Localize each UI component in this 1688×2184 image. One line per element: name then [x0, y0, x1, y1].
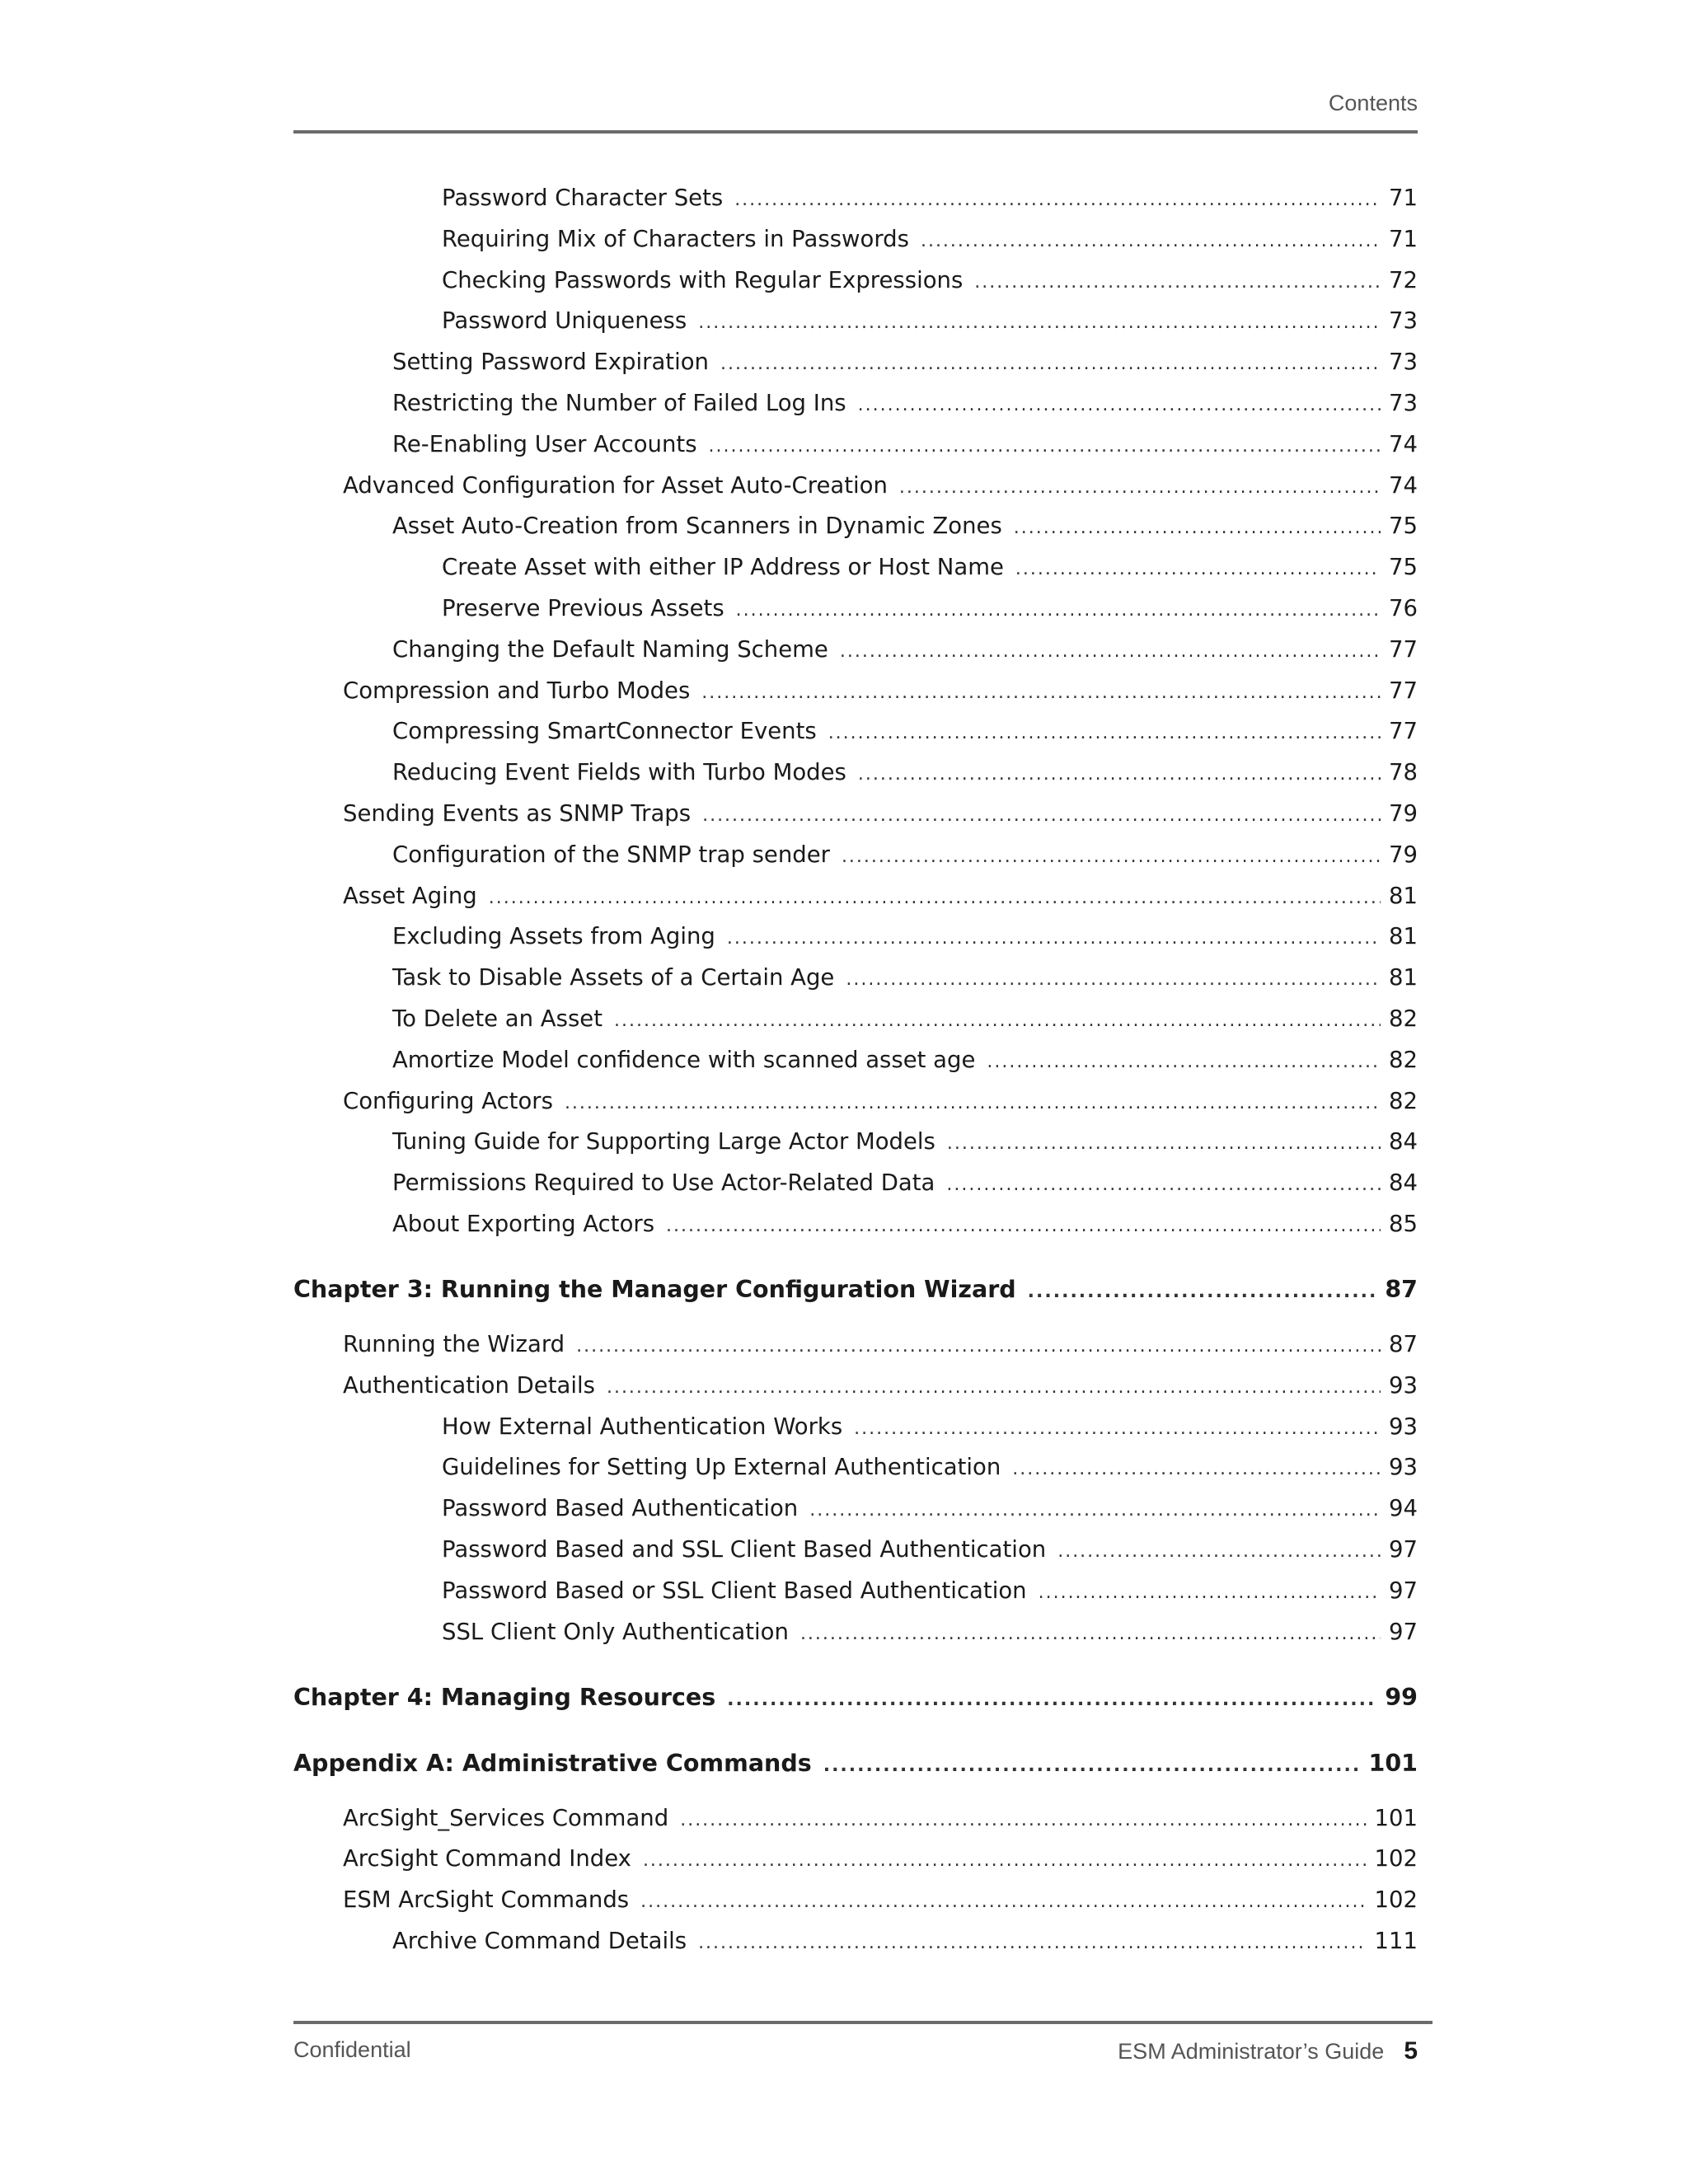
toc-entry-page: 72	[1389, 266, 1418, 293]
toc-entry-page: 84	[1389, 1169, 1418, 1197]
toc-entry-page: 97	[1389, 1618, 1418, 1645]
toc-entry-page: 75	[1389, 513, 1418, 540]
toc-leader-dots	[823, 1750, 1361, 1783]
toc-entry-title: To Delete an Asset	[392, 1002, 614, 1035]
toc-entry[interactable]	[343, 1328, 1418, 1361]
toc-entry-title: ESM ArcSight Commands	[343, 1883, 640, 1916]
toc-entry[interactable]	[343, 1802, 1418, 1835]
toc-entry[interactable]	[392, 1924, 1418, 1957]
toc-entry-title: Checking Passwords with Regular Expressions	[442, 264, 974, 297]
toc-entry[interactable]	[392, 1207, 1418, 1240]
toc-leader-dots	[899, 471, 1381, 504]
toc-entry-page: 79	[1389, 800, 1418, 827]
toc-entry[interactable]	[392, 345, 1418, 378]
toc-leader-dots	[1057, 1535, 1381, 1568]
toc-entry[interactable]	[343, 1085, 1418, 1118]
toc-entry[interactable]	[392, 1043, 1418, 1076]
toc-leader-dots	[698, 1927, 1366, 1960]
footer-guide-title	[1118, 2037, 1418, 2065]
toc-entry[interactable]	[343, 674, 1418, 707]
toc-entry[interactable]	[343, 1883, 1418, 1916]
toc-entry-title: Requiring Mix of Characters in Passwords	[442, 223, 921, 255]
toc-entry-title: Chapter 3: Running the Manager Configuration Wizard	[293, 1273, 1028, 1306]
toc-chapter-entry[interactable]	[293, 1747, 1418, 1780]
toc-entry-page: 82	[1389, 1087, 1418, 1114]
toc-entry-title: Task to Disable Assets of a Certain Age	[392, 961, 846, 994]
toc-entry-page: 77	[1389, 718, 1418, 745]
toc-entry-title: Changing the Default Naming Scheme	[392, 633, 840, 666]
toc-leader-dots	[727, 1684, 1376, 1717]
toc-entry[interactable]	[392, 509, 1418, 542]
toc-leader-dots	[614, 1005, 1381, 1038]
toc-leader-dots	[607, 1371, 1381, 1404]
toc-leader-dots	[858, 758, 1381, 791]
toc-entry-page: 97	[1389, 1577, 1418, 1604]
toc-leader-dots	[809, 1494, 1381, 1527]
toc-entry-page: 74	[1389, 471, 1418, 499]
toc-entry-title: About Exporting Actors	[392, 1207, 666, 1240]
toc-entry-page: 74	[1389, 430, 1418, 457]
toc-leader-dots	[736, 594, 1381, 627]
toc-leader-dots	[987, 1046, 1381, 1079]
toc-entry-title: Password Character Sets	[442, 181, 734, 214]
toc-entry-page: 71	[1389, 185, 1418, 211]
toc-entry-title: How External Authentication Works	[442, 1410, 854, 1443]
toc-entry-title: Restricting the Number of Failed Log Ins	[392, 387, 858, 419]
toc-entry-title: Asset Auto-Creation from Scanners in Dynamic Zones	[392, 509, 1014, 542]
toc-entry-page: 111	[1374, 1928, 1418, 1954]
toc-leader-dots	[846, 963, 1381, 996]
toc-entry-title: Tuning Guide for Supporting Large Actor Models	[392, 1125, 947, 1158]
toc-entry-page: 78	[1389, 759, 1418, 786]
toc-entry[interactable]	[392, 715, 1418, 748]
toc-entry-title: Chapter 4: Managing Resources	[293, 1681, 727, 1714]
toc-entry-page: 93	[1389, 1454, 1418, 1481]
toc-leader-dots	[947, 1127, 1381, 1160]
toc-entry[interactable]	[392, 961, 1418, 994]
toc-leader-dots	[1012, 1453, 1381, 1486]
toc-entry-page: 85	[1389, 1211, 1418, 1237]
toc-entry[interactable]	[343, 1842, 1418, 1875]
toc-entry-page: 102	[1374, 1845, 1418, 1872]
toc-entry-title: Excluding Assets from Aging	[392, 920, 727, 953]
toc-entry-title: Advanced Configuration for Asset Auto-Creation	[343, 469, 899, 502]
page-footer	[293, 2021, 1432, 2064]
toc-entry[interactable]	[442, 592, 1418, 625]
toc-entry[interactable]	[442, 181, 1418, 214]
toc-leader-dots	[666, 1210, 1381, 1243]
toc-entry-page: 97	[1389, 1536, 1418, 1563]
toc-leader-dots	[709, 430, 1381, 463]
toc-leader-dots	[1039, 1577, 1381, 1610]
toc-leader-dots	[840, 635, 1381, 668]
toc-entry-title: Reducing Event Fields with Turbo Modes	[392, 756, 858, 789]
toc-entry-title: ArcSight Command Index	[343, 1842, 643, 1875]
toc-leader-dots	[734, 184, 1381, 217]
toc-entry[interactable]	[442, 1410, 1418, 1443]
toc-entry[interactable]	[442, 551, 1418, 583]
toc-entry[interactable]	[343, 469, 1418, 502]
toc-entry-page: 101	[1374, 1804, 1418, 1831]
toc-entry-title: Re-Enabling User Accounts	[392, 428, 709, 461]
toc-entry-page: 71	[1389, 225, 1418, 252]
toc-entry-page: 81	[1389, 882, 1418, 909]
toc-entry[interactable]	[392, 1002, 1418, 1035]
toc-entry-title: Preserve Previous Assets	[442, 592, 736, 625]
toc-entry-page: 93	[1389, 1371, 1418, 1399]
toc-leader-dots	[1015, 553, 1381, 586]
footer-guide-name: ESM Administrator’s Guide	[1118, 2039, 1385, 2064]
footer-page-number: 5	[1404, 2037, 1418, 2064]
toc-leader-dots	[701, 677, 1381, 710]
toc-entry[interactable]	[392, 387, 1418, 419]
toc-entry-page: 81	[1389, 923, 1418, 950]
toc-entry-page: 93	[1389, 1413, 1418, 1440]
toc-entry[interactable]	[343, 879, 1418, 912]
toc-entry-page: 82	[1389, 1046, 1418, 1073]
toc-leader-dots	[974, 266, 1381, 299]
toc-entry[interactable]	[392, 838, 1418, 871]
toc-leader-dots	[680, 1804, 1366, 1837]
toc-leader-dots	[921, 225, 1381, 258]
toc-leader-dots	[489, 882, 1381, 915]
toc-entry-title: Compressing SmartConnector Events	[392, 715, 828, 748]
toc-entry-title: Configuring Actors	[343, 1085, 565, 1118]
toc-leader-dots	[854, 1413, 1381, 1446]
toc-entry[interactable]	[343, 1369, 1418, 1402]
toc-leader-dots	[858, 389, 1381, 422]
toc-entry[interactable]	[442, 1533, 1418, 1566]
toc-entry[interactable]	[442, 223, 1418, 255]
toc-entry-page: 94	[1389, 1495, 1418, 1522]
toc-entry[interactable]	[392, 1166, 1418, 1199]
toc-entry-page: 102	[1374, 1886, 1418, 1914]
toc-entry[interactable]	[343, 797, 1418, 830]
toc-leader-dots	[640, 1886, 1366, 1919]
toc-entry-page: 82	[1389, 1005, 1418, 1032]
toc-entry[interactable]	[392, 1125, 1418, 1158]
toc-entry-title: SSL Client Only Authentication	[442, 1615, 800, 1648]
toc-entry-title: Running the Wizard	[343, 1328, 576, 1361]
toc-entry-page: 77	[1389, 635, 1418, 663]
toc-entry-title: Guidelines for Setting Up External Authentication	[442, 1451, 1012, 1483]
toc-leader-dots	[842, 841, 1381, 874]
toc-entry-title: Setting Password Expiration	[392, 345, 720, 378]
toc-leader-dots	[828, 717, 1381, 750]
footer-confidential: Confidential	[293, 2037, 411, 2062]
toc-leader-dots	[1028, 1276, 1377, 1309]
toc-entry-page: 99	[1385, 1683, 1418, 1711]
toc-entry[interactable]	[392, 633, 1418, 666]
toc-entry-page: 81	[1389, 964, 1418, 991]
toc-leader-dots	[727, 922, 1381, 955]
toc-entry-page: 77	[1389, 677, 1418, 704]
toc-entry[interactable]	[442, 1492, 1418, 1525]
toc-entry-title: Asset Aging	[343, 879, 489, 912]
toc-entry-page: 101	[1368, 1749, 1418, 1777]
toc-entry-title: Permissions Required to Use Actor-Related Data	[392, 1166, 946, 1199]
toc-entry[interactable]	[392, 920, 1418, 953]
toc-entry-page: 73	[1389, 349, 1418, 376]
toc-entry-title: Create Asset with either IP Address or Host Name	[442, 551, 1015, 583]
toc-leader-dots	[702, 799, 1381, 832]
toc-entry-title: Compression and Turbo Modes	[343, 674, 701, 707]
toc-leader-dots	[946, 1169, 1381, 1202]
toc-entry[interactable]	[442, 304, 1418, 337]
toc-entry-title: ArcSight_Services Command	[343, 1802, 680, 1835]
toc-entry-page: 87	[1389, 1331, 1418, 1357]
toc-entry-title: Password Based or SSL Client Based Authentication	[442, 1574, 1039, 1607]
toc-entry-title: Authentication Details	[343, 1369, 607, 1402]
page-header	[293, 91, 1418, 134]
toc-entry[interactable]	[442, 1574, 1418, 1607]
toc-entry-title: Configuration of the SNMP trap sender	[392, 838, 842, 871]
toc-entry-page: 73	[1389, 390, 1418, 416]
toc-entry[interactable]	[392, 428, 1418, 461]
toc-entry-page: 76	[1389, 595, 1418, 621]
toc-leader-dots	[698, 307, 1381, 340]
header-title: Contents	[1328, 91, 1418, 115]
toc-entry-title: Archive Command Details	[392, 1924, 698, 1957]
toc-entry-title: Password Based Authentication	[442, 1492, 809, 1525]
toc-entry[interactable]	[442, 1451, 1418, 1483]
toc-entry[interactable]	[442, 1615, 1418, 1648]
toc-entry-page: 73	[1389, 307, 1418, 335]
toc-entry-title: Sending Events as SNMP Traps	[343, 797, 702, 830]
toc-leader-dots	[800, 1618, 1381, 1651]
toc-entry-page: 75	[1389, 554, 1418, 581]
toc-entry-page: 87	[1385, 1276, 1418, 1303]
toc-leader-dots	[643, 1844, 1367, 1877]
toc-leader-dots	[576, 1330, 1381, 1363]
toc-leader-dots	[720, 348, 1381, 381]
toc-entry-title: Appendix A: Administrative Commands	[293, 1747, 823, 1780]
toc-entry-page: 84	[1389, 1128, 1418, 1155]
toc-entry-title: Password Uniqueness	[442, 304, 698, 337]
toc-entry-title: Password Based and SSL Client Based Authentication	[442, 1533, 1057, 1566]
toc-chapter-entry[interactable]	[293, 1681, 1418, 1714]
toc-entry-title: Amortize Model confidence with scanned asset age	[392, 1043, 987, 1076]
toc-entry[interactable]	[392, 756, 1418, 789]
toc-leader-dots	[1014, 512, 1381, 545]
toc-entry[interactable]	[442, 264, 1418, 297]
toc-chapter-entry[interactable]	[293, 1273, 1418, 1306]
toc-entry-page: 79	[1389, 841, 1418, 868]
toc-leader-dots	[565, 1087, 1381, 1120]
